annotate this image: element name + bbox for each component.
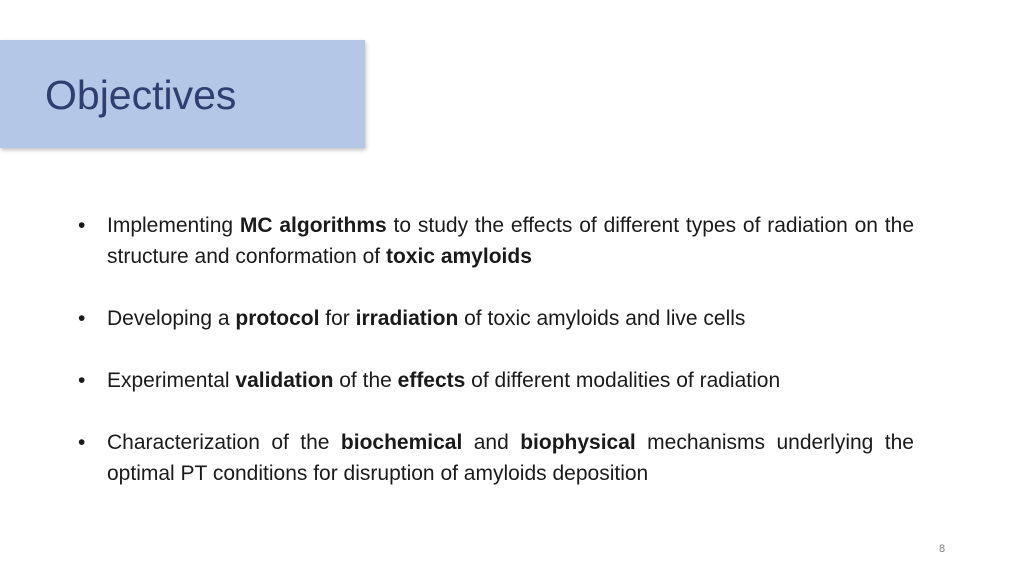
bullet-text: mechanisms underlying the optimal PT conditions for disruption of amyloids deposition [107,431,914,485]
bullet-text-bold: biochemical [340,431,463,454]
bullet-text: Experimental [107,369,236,392]
bullet-protocol [78,303,914,334]
bullet-text-bold: toxic amyloids [385,245,532,268]
bullet-text: for [319,307,356,330]
bullet-text-bold: validation [235,369,334,392]
bullet-text-bold: MC algorithms [239,214,387,237]
bullet-text: and [462,431,521,454]
bullet-text: to study the effects of different types of radiation on the structure and conformation of [107,214,915,268]
bullet-text-bold: protocol [235,307,320,330]
bullet-text: of the [333,369,398,392]
slide-title: Objectives [45,72,237,118]
objectives-list [78,210,914,520]
bullet-validation [78,365,914,396]
page-number: 8 [938,543,946,555]
bullet-text: Characterization of the [107,431,341,454]
bullet-text: of different modalities of radiation [465,369,781,392]
bullet-text-bold: effects [397,369,466,392]
bullet-text: Implementing [107,214,240,237]
bullet-mc-algorithms [78,210,914,272]
bullet-characterization [78,427,914,489]
bullet-text: Developing a [107,307,236,330]
bullet-text-bold: irradiation [355,307,459,330]
bullet-text-bold: biophysical [520,431,636,454]
bullet-text: of toxic amyloids and live cells [458,307,746,330]
